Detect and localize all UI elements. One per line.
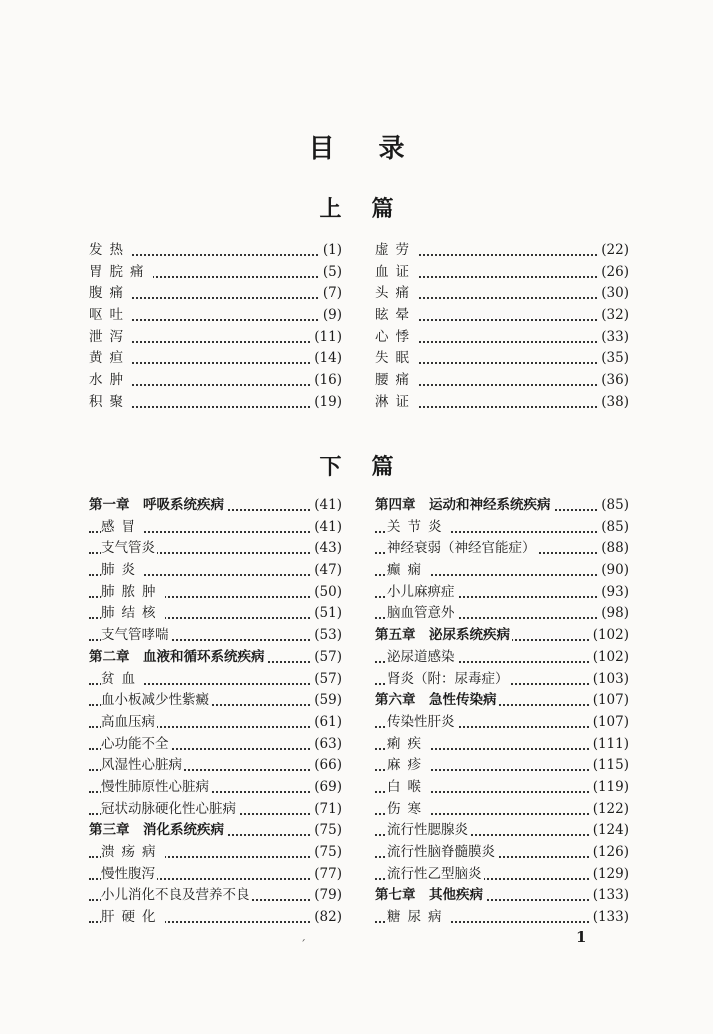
toc-label: 慢性肺原性心脏病	[101, 777, 211, 799]
toc-entry[interactable]	[375, 755, 629, 777]
toc-entry[interactable]	[375, 907, 629, 929]
toc-label: 癫痫	[387, 560, 430, 582]
toc-label: 腹痛	[89, 283, 132, 305]
toc-chapter[interactable]	[89, 647, 342, 669]
toc-entry[interactable]	[89, 327, 342, 349]
toc-page: (75)	[311, 842, 342, 864]
toc-page: (107)	[590, 712, 629, 734]
toc-label: 流行性腮腺炎	[387, 820, 470, 842]
toc-page: (57)	[311, 669, 342, 691]
toc-label: 痢疾	[387, 734, 430, 756]
toc-label: 肝硬化	[101, 907, 165, 929]
toc-entry[interactable]	[89, 240, 342, 262]
toc-page: (61)	[311, 712, 342, 734]
toc-label: 第一章 呼吸系统疾病	[89, 495, 226, 517]
toc-page: (126)	[590, 842, 629, 864]
lower-right-column	[375, 495, 629, 929]
toc-entry[interactable]	[89, 712, 342, 734]
toc-page: (102)	[590, 625, 629, 647]
toc-page: (36)	[598, 370, 629, 392]
lower-left-column	[89, 495, 342, 929]
toc-entry[interactable]	[375, 647, 629, 669]
toc-entry[interactable]	[375, 370, 629, 392]
toc-label: 黄疸	[89, 348, 132, 370]
toc-entry[interactable]	[375, 327, 629, 349]
toc-page: (103)	[590, 669, 629, 691]
toc-page: (107)	[590, 690, 629, 712]
toc-entry[interactable]	[375, 392, 629, 414]
toc-page: (43)	[311, 538, 342, 560]
toc-page: (69)	[311, 777, 342, 799]
toc-entry[interactable]	[89, 392, 342, 414]
toc-entry[interactable]	[89, 283, 342, 305]
toc-entry[interactable]	[375, 240, 629, 262]
toc-entry[interactable]	[89, 734, 342, 756]
toc-label: 腰痛	[375, 370, 418, 392]
upper-right-column	[375, 240, 629, 414]
toc-page: (88)	[598, 538, 629, 560]
toc-label: 虚劳	[375, 240, 418, 262]
toc-entry[interactable]	[89, 842, 342, 864]
toc-entry[interactable]	[375, 560, 629, 582]
toc-entry[interactable]	[375, 348, 629, 370]
toc-label: 第七章 其他疾病	[375, 885, 485, 907]
toc-page: (119)	[590, 777, 629, 799]
toc-entry[interactable]	[375, 305, 629, 327]
toc-page: (75)	[311, 820, 342, 842]
toc-label: 溃疡病	[101, 842, 165, 864]
toc-entry[interactable]	[89, 690, 342, 712]
toc-page: (33)	[598, 327, 629, 349]
toc-entry[interactable]	[89, 603, 342, 625]
toc-label: 眩晕	[375, 305, 418, 327]
toc-label: 麻疹	[387, 755, 430, 777]
toc-page: (16)	[311, 370, 342, 392]
toc-label: 肺炎	[101, 560, 144, 582]
toc-label: 血小板减少性紫癜	[101, 690, 211, 712]
toc-label: 白喉	[387, 777, 430, 799]
toc-page: (111)	[590, 734, 629, 756]
toc-label: 神经衰弱（神经官能症）	[387, 538, 538, 560]
toc-page: (133)	[590, 907, 629, 929]
toc-label: 风湿性心脏病	[101, 755, 184, 777]
toc-label: 发热	[89, 240, 132, 262]
toc-page: (35)	[598, 348, 629, 370]
toc-chapter[interactable]	[375, 495, 629, 517]
toc-label: 血证	[375, 262, 418, 284]
toc-entry[interactable]	[375, 669, 629, 691]
toc-entry[interactable]	[375, 538, 629, 560]
toc-page: (41)	[311, 495, 342, 517]
toc-entry[interactable]	[89, 582, 342, 604]
toc-label: 胃脘痛	[89, 262, 153, 284]
toc-label: 肺结核	[101, 603, 165, 625]
toc-label: 小儿消化不良及营养不良	[101, 885, 252, 907]
toc-page: (82)	[311, 907, 342, 929]
toc-page: (38)	[598, 392, 629, 414]
toc-entry[interactable]	[375, 582, 629, 604]
toc-page: (1)	[320, 240, 342, 262]
toc-label: 肺脓肿	[101, 582, 165, 604]
toc-page: (19)	[311, 392, 342, 414]
toc-entry[interactable]	[375, 712, 629, 734]
toc-label: 感冒	[101, 517, 144, 539]
toc-entry[interactable]	[375, 777, 629, 799]
toc-chapter[interactable]	[375, 690, 629, 712]
toc-label: 支气管哮喘	[101, 625, 171, 647]
toc-label: 传染性肝炎	[387, 712, 457, 734]
toc-entry[interactable]	[89, 669, 342, 691]
toc-entry[interactable]	[375, 283, 629, 305]
toc-page: (85)	[598, 517, 629, 539]
toc-label: 伤寒	[387, 799, 430, 821]
toc-page: (124)	[590, 820, 629, 842]
toc-entry[interactable]	[89, 907, 342, 929]
toc-entry[interactable]	[89, 777, 342, 799]
toc-entry[interactable]	[375, 603, 629, 625]
toc-entry[interactable]	[375, 842, 629, 864]
toc-label: 泌尿道感染	[387, 647, 457, 669]
toc-page: (122)	[590, 799, 629, 821]
toc-page: (14)	[311, 348, 342, 370]
toc-label: 贫血	[101, 669, 144, 691]
toc-page: (7)	[320, 283, 342, 305]
toc-label: 冠状动脉硬化性心脏病	[101, 799, 238, 821]
page-title: 目录	[308, 134, 449, 164]
toc-entry[interactable]	[375, 262, 629, 284]
toc-page: (30)	[598, 283, 629, 305]
toc-page: (51)	[311, 603, 342, 625]
toc-chapter[interactable]	[375, 885, 629, 907]
toc-label: 心功能不全	[101, 734, 171, 756]
toc-chapter[interactable]	[89, 495, 342, 517]
toc-entry[interactable]	[89, 517, 342, 539]
toc-page: (98)	[598, 603, 629, 625]
toc-page: (79)	[311, 885, 342, 907]
toc-chapter[interactable]	[375, 625, 629, 647]
toc-label: 脑血管意外	[387, 603, 457, 625]
toc-label: 泄泻	[89, 327, 132, 349]
toc-entry[interactable]	[375, 820, 629, 842]
toc-label: 第五章 泌尿系统疾病	[375, 625, 512, 647]
toc-label: 失眠	[375, 348, 418, 370]
toc-label: 关节炎	[387, 517, 451, 539]
toc-page: (71)	[311, 799, 342, 821]
toc-page: (26)	[598, 262, 629, 284]
toc-entry[interactable]	[89, 370, 342, 392]
toc-entry[interactable]	[89, 799, 342, 821]
toc-entry[interactable]	[89, 885, 342, 907]
toc-page: (129)	[590, 864, 629, 886]
toc-entry[interactable]	[375, 864, 629, 886]
toc-label: 小儿麻痹症	[387, 582, 457, 604]
scan-mark: ˊ	[300, 938, 306, 952]
part-upper-title: 上篇	[319, 196, 424, 222]
toc-entry[interactable]	[89, 348, 342, 370]
toc-page: (85)	[598, 495, 629, 517]
toc-page: (93)	[598, 582, 629, 604]
toc-label: 心悸	[375, 327, 418, 349]
toc-page: (53)	[311, 625, 342, 647]
toc-label: 第六章 急性传染病	[375, 690, 499, 712]
toc-label: 糖尿病	[387, 907, 451, 929]
toc-entry[interactable]	[89, 538, 342, 560]
toc-page: (66)	[311, 755, 342, 777]
toc-label: 第三章 消化系统疾病	[89, 820, 226, 842]
toc-entry[interactable]	[89, 755, 342, 777]
part-lower-title: 下篇	[319, 454, 424, 480]
toc-page: (41)	[311, 517, 342, 539]
upper-left-column	[89, 240, 342, 414]
toc-page: (115)	[590, 755, 629, 777]
toc-label: 第四章 运动和神经系统疾病	[375, 495, 553, 517]
toc-label: 第二章 血液和循环系统疾病	[89, 647, 267, 669]
toc-page: (32)	[598, 305, 629, 327]
toc-page: (22)	[598, 240, 629, 262]
toc-label: 呕吐	[89, 305, 132, 327]
toc-page: (63)	[311, 734, 342, 756]
toc-label: 肾炎（附：尿毒症）	[387, 669, 511, 691]
toc-page: (102)	[590, 647, 629, 669]
toc-entry[interactable]	[89, 305, 342, 327]
toc-entry[interactable]	[89, 864, 342, 886]
toc-entry[interactable]	[375, 517, 629, 539]
toc-entry[interactable]	[89, 560, 342, 582]
toc-page: (11)	[311, 327, 342, 349]
toc-entry[interactable]	[89, 262, 342, 284]
toc-label: 头痛	[375, 283, 418, 305]
toc-entry[interactable]	[89, 625, 342, 647]
toc-label: 流行性乙型脑炎	[387, 864, 484, 886]
page-number: 1	[576, 928, 587, 946]
toc-label: 支气管炎	[101, 538, 157, 560]
toc-label: 淋证	[375, 392, 418, 414]
toc-label: 慢性腹泻	[101, 864, 157, 886]
toc-chapter[interactable]	[89, 820, 342, 842]
toc-label: 积聚	[89, 392, 132, 414]
toc-page: (90)	[598, 560, 629, 582]
toc-entry[interactable]	[375, 734, 629, 756]
toc-page: (77)	[311, 864, 342, 886]
toc-label: 流行性脑脊髓膜炎	[387, 842, 497, 864]
toc-page: (9)	[320, 305, 342, 327]
toc-page: (59)	[311, 690, 342, 712]
toc-page: (5)	[320, 262, 342, 284]
toc-entry[interactable]	[375, 799, 629, 821]
toc-page: (133)	[590, 885, 629, 907]
toc-label: 高血压病	[101, 712, 157, 734]
toc-page: (50)	[311, 582, 342, 604]
toc-label: 水肿	[89, 370, 132, 392]
toc-page: (57)	[311, 647, 342, 669]
toc-page: (47)	[311, 560, 342, 582]
